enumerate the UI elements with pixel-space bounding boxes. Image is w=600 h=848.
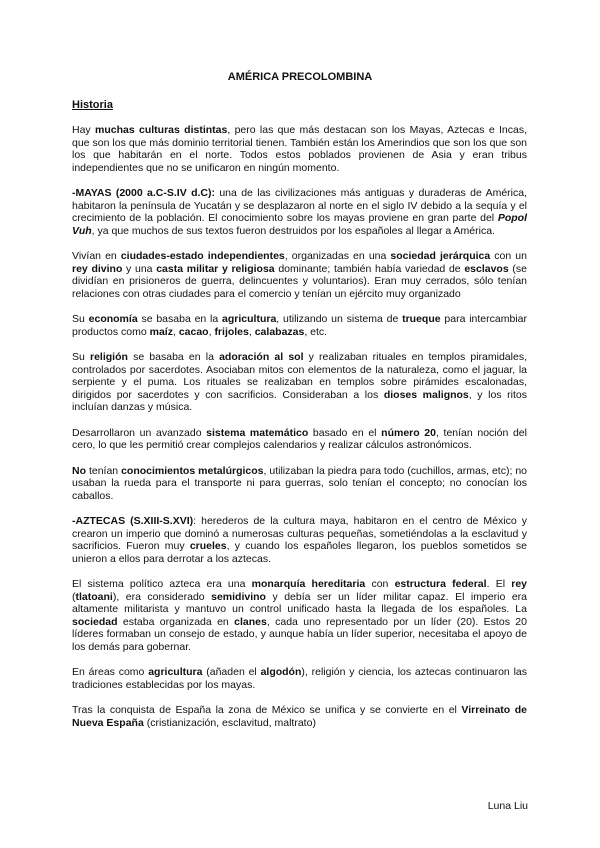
- text-run: (se dividían en prisioneros de guerra, delincuentes y voluntarios). Eran muy cerrados, sólo tenían relaciones con otras ciudades para el comercio y tenían un ejército muy organizado: [72, 262, 527, 300]
- bold-text-run: rey divino: [72, 262, 123, 275]
- bold-text-run: sistema matemático: [206, 426, 309, 439]
- bold-text-run: maíz: [149, 325, 173, 338]
- text-run: , tenían noción del cero, lo que les permitió crear complejos calendarios y realizar cálculos astronómicos.: [72, 426, 527, 451]
- bold-text-run: frijoles: [214, 325, 249, 338]
- bold-text-run: No: [72, 464, 86, 477]
- bold-text-run: -AZTECAS (S.XIII-S.XVI): [72, 515, 194, 527]
- bold-text-run: -MAYAS (2000 a.C-S.IV d.C):: [72, 187, 215, 199]
- text-run: y realizaban rituales en templos piramidales, controlados por sacerdotes. Asociaban mitos con elementos de la naturaleza, como el jaguar, la serpiente y el puma. Los rituales se realizaban en templos sobre pirámides escalonadas, dirigidos por sacerdotes y con sacrificios. Consideraban a los: [72, 351, 527, 401]
- paragraph: [72, 187, 527, 237]
- paragraph: [72, 313, 527, 338]
- text-run: Popol Vuh: [72, 212, 527, 237]
- bold-text-run: tlatoani: [75, 590, 113, 603]
- bold-text-run: algodón: [260, 666, 302, 678]
- paragraph: [72, 351, 527, 414]
- bold-text-run: semidivino: [211, 590, 266, 603]
- text-run: con un: [490, 250, 527, 262]
- text-run: y debía ser un líder militar capaz. El imperio era altamente militarista y mantuvo un control unificado hasta la llegada de los españoles. La: [72, 590, 527, 615]
- text-run: Hay: [72, 124, 95, 136]
- text-run: dominante; también había variedad de: [274, 262, 465, 275]
- paragraph: [72, 427, 527, 452]
- paragraph: [72, 250, 527, 300]
- bold-text-run: dioses malignos: [383, 388, 469, 401]
- bold-text-run: esclavos: [464, 262, 509, 275]
- text-run: se basaba en la: [127, 351, 220, 363]
- text-run: ), era considerado: [112, 590, 212, 603]
- bold-text-run: casta militar y religiosa: [156, 262, 275, 275]
- text-run: con: [365, 578, 395, 590]
- text-run: tenían: [86, 464, 122, 477]
- text-run: estaba organizada en: [117, 615, 235, 628]
- text-run: (: [72, 590, 76, 603]
- bold-text-run: agricultura: [222, 313, 277, 325]
- text-run: En áreas como: [72, 666, 149, 678]
- bold-text-run: ciudades-estado independientes: [120, 250, 285, 262]
- text-run: Su: [72, 313, 89, 325]
- page-title: AMÉRICA PRECOLOMBINA: [227, 71, 373, 83]
- text-run: , pero las que más destacan son los Mayas, Aztecas e Incas, que son los que más dominio territorial tienen. También están los Amerindios que son los que son los que habitarán en el norte. Todos estos poblados provienen de Asia y eran tribus independientes que no se unificaron en ningún momento.: [72, 124, 527, 174]
- text-run: ,: [208, 325, 215, 338]
- text-run: ), religión y ciencia, los aztecas continuaron las tradiciones establecidas por los mayas.: [72, 666, 527, 691]
- bold-text-run: monarquía hereditaria: [251, 578, 366, 590]
- bold-text-run: calabazas: [254, 325, 305, 338]
- bold-text-run: muchas culturas distintas: [95, 124, 228, 136]
- text-run: (cristianización, esclavitud, maltrato): [143, 716, 316, 729]
- bold-text-run: número 20: [381, 426, 436, 439]
- bold-text-run: economía: [88, 313, 138, 325]
- bold-text-run: sociedad: [72, 615, 118, 628]
- bold-text-run: crueles: [189, 540, 227, 552]
- bold-text-run: Virreinato de Nueva España: [72, 704, 527, 729]
- paragraph: [72, 578, 527, 653]
- text-run: , y los ritos incluían danzas y música.: [72, 388, 527, 413]
- text-run: , utilizando un sistema de: [276, 313, 403, 325]
- bold-text-run: conocimientos metalúrgicos: [121, 464, 264, 477]
- text-run: Vivían en: [72, 250, 121, 262]
- author-footer: Luna Liu: [487, 800, 528, 812]
- document-body: [72, 124, 527, 742]
- paragraph: [72, 124, 527, 174]
- text-run: Su: [72, 351, 90, 363]
- bold-text-run: clanes: [234, 615, 267, 628]
- text-run: , ya que muchos de sus textos fueron destruidos por los españoles al llegar a América.: [91, 224, 495, 237]
- text-run: , cada uno representado por un líder (20). Estos 20 líderes formaban un consejo de estado, y aunque había un líder superior, necesitaba el apoyo de los demás para gobernar.: [72, 615, 527, 653]
- text-run: Desarrollaron un avanzado: [72, 426, 207, 439]
- text-run: : herederos de la cultura maya, habitaron en el centro de México y crearon un imperio que dominó a numerosas culturas pequeñas, sometiéndolas a la esclavitud y sacrificios. Fueron muy: [72, 515, 528, 552]
- bold-text-run: cacao: [178, 325, 209, 338]
- text-run: , etc.: [304, 325, 328, 338]
- text-run: ,: [172, 325, 179, 338]
- text-run: , organizadas en una: [284, 250, 391, 262]
- text-run: (añaden el: [202, 666, 261, 678]
- section-heading: Historia: [72, 99, 113, 111]
- bold-text-run: rey: [511, 578, 528, 590]
- text-run: para intercambiar productos como: [72, 313, 527, 338]
- text-run: basado en el: [308, 426, 382, 439]
- bold-text-run: religión: [90, 351, 128, 363]
- paragraph: [72, 515, 527, 565]
- text-run: una de las civilizaciones más antiguas y duraderas de América, habitaron la península de Yucatán y se desplazaron al norte en el siglo IV debido a la sequía y el crecimiento de la población. El conocimiento sobre los mayas proviene en gran parte del: [72, 187, 527, 224]
- bold-text-run: estructura federal: [394, 578, 487, 590]
- text-run: , y cuando los españoles llegaron, los pueblos sometidos se unieron a ellos para derrotar a los aztecas.: [72, 540, 527, 565]
- text-run: y una: [122, 262, 157, 275]
- text-run: El sistema político azteca era una: [72, 578, 252, 590]
- paragraph: [72, 704, 527, 729]
- text-run: ,: [248, 325, 255, 338]
- bold-text-run: adoración al sol: [219, 351, 304, 363]
- bold-text-run: agricultura: [148, 666, 203, 678]
- text-run: . El: [486, 578, 512, 590]
- text-run: se basaba en la: [137, 313, 223, 325]
- bold-text-run: trueque: [402, 313, 441, 325]
- text-run: , utilizaban la piedra para todo (cuchillos, armas, etc); no usaban la rueda para el transporte ni para guerras, solo tenían el concepto; no conocían los caballos.: [72, 464, 527, 502]
- paragraph: [72, 465, 527, 503]
- text-run: Tras la conquista de España la zona de México se unifica y se convierte en el: [72, 704, 462, 716]
- bold-text-run: sociedad jerárquica: [390, 250, 491, 262]
- paragraph: [72, 666, 527, 691]
